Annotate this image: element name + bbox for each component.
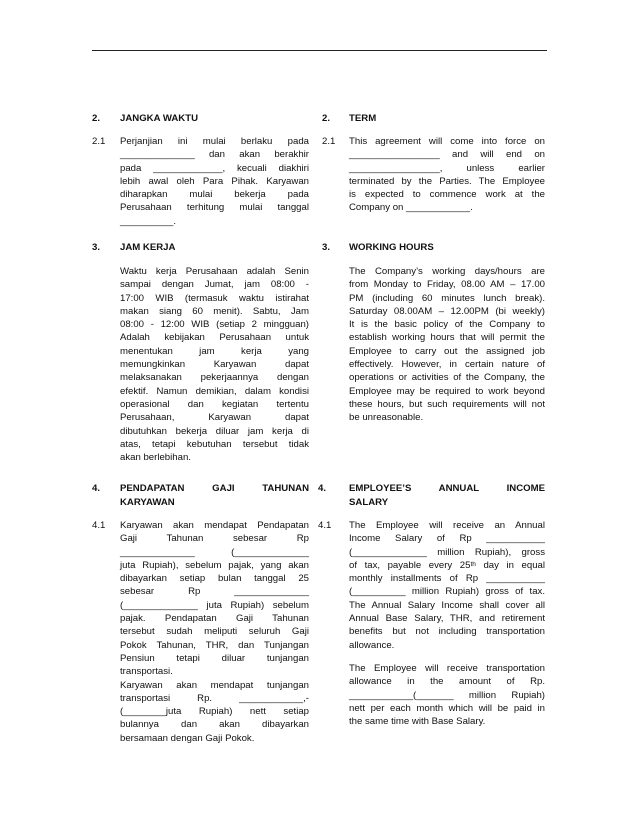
section-2-title-id: JANGKA WAKTU [120,113,198,124]
section-4-1-text-en-b [349,662,545,728]
text-line: efektif. Namun demikian, dalam kondisi [120,385,309,397]
section-2-1-text-en [349,135,545,215]
heading-line: PENDAPATAN GAJI TAHUNAN [120,483,309,494]
text-line: pajak. Pendapatan Gaji Tahunan [120,613,309,625]
section-4-1-text-en-a [349,519,545,652]
text-line: PM (including 60 minutes lunch break). [349,292,545,304]
text-line: atas, tetapi kebutuhan tersebut tidak [120,438,309,450]
text-line: memungkinkan Karyawan dapat [120,359,309,371]
section-2-1-text-id [120,135,309,228]
section-4-1-text-id [120,519,309,745]
text-line: The Employee will receive transportation [349,663,545,674]
text-line: ______________ dan akan berakhir [120,149,309,161]
section-3-number-en: 3. [322,242,331,253]
text-line: sebesar Rp ______________ [120,586,309,598]
superscript: th [470,560,476,568]
text-line: Pensiun tetapi diluar tunjangan [120,652,309,664]
text-line: bersamaan dengan Gaji Pokok. [120,732,255,744]
text-line: ____________(_______ million Rupiah) [349,689,545,701]
section-4-title-id [120,482,309,510]
text-line: Waktu kerja Perusahaan adalah Senin [120,266,309,277]
text-line: Adalah kebijakan Perusahaan untuk [120,332,309,344]
text-line: monthly installments of Rp ___________ [349,573,545,585]
text-line: (______________ juta Rupiah) sebelum [120,599,309,611]
text-line: __________. [120,215,177,227]
text-line: dibayarkan setiap bulan tanggal 25 [120,573,309,585]
text-line: Employee to carry out the assigned job [349,345,545,357]
section-3-text-en [349,265,545,425]
text-line: operations or activities of the Company, the [349,372,545,384]
text-line: Employee may be required to work beyond [349,385,545,397]
text-line: juta Rupiah), sebelum pajak, yang akan [120,559,309,571]
text-line: the same time with Base Salary. [349,716,486,728]
text-line: 08:00 - 12:00 WIB (setiap 2 mingguan) [120,319,309,331]
section-3-title-id: JAM KERJA [120,242,176,253]
heading-line: SALARY [349,497,389,508]
text-line: _________________ and will end on [349,149,545,161]
text-line: allowance in the amount of Rp. [349,676,545,688]
text-line: is expected to commence work at the [349,189,545,201]
heading-line: KARYAWAN [120,497,175,508]
section-4-1-number: 4.1 [92,520,106,531]
section-2-title-en: TERM [349,113,377,124]
text-line: Income Salary of Rp ___________ [349,533,545,545]
text-line: effectively. However, in certain nature of [349,359,545,371]
section-3-text-id [120,265,309,464]
text-line: Karyawan akan mendapat tunjangan [120,679,309,691]
text-line: be unreasonable. [349,412,424,424]
text-line: nett per each month which will be paid in [349,702,545,714]
text-line: diharapkan mulai bekerja pada [120,189,309,201]
header-rule [92,50,547,51]
text-line: Company on ____________. [349,202,473,214]
text-line: allowance. [349,639,395,651]
text-line: The Annual Salary Income shall cover all [349,599,545,611]
text-line: transportasi Rp. ____________,- [120,692,309,704]
text-line: It is the basic policy of the Company to [349,319,545,331]
text-line: Annual Base Salary, THR, and retirement [349,613,545,625]
text-line: sampai dengan Jumat, jam 08:00 - [120,279,309,291]
text-line: The Company’s working days/hours are [349,266,545,277]
section-4-number: 4. [92,483,101,494]
text-line: This agreement will come into force on [349,136,545,147]
section-3-title-en: WORKING HOURS [349,242,434,253]
text-line: akan berlebihan. [120,452,191,464]
text-line: Gaji Tahunan sebesar Rp [120,533,309,545]
text-line: benefits but not including transportation [349,626,545,638]
text-line: these hours, but such requirements will not [349,398,545,410]
section-2-1-number: 2.1 [92,136,106,147]
text-line: melaksanakan pekerjaannya dengan [120,372,309,384]
text-line: transportasi. [120,666,173,678]
section-4-1-number-en: 4.1 [318,520,332,531]
text-line: operasional dan kegiatan tertentu [120,398,309,410]
heading-line: EMPLOYEE’S ANNUAL INCOME [349,483,545,494]
section-3-number: 3. [92,242,101,253]
section-2-number: 2. [92,113,101,124]
text-line: from Monday to Friday, 08.00 AM – 17.00 [349,279,545,291]
text-line: (______________ million Rupiah), gross [349,546,545,558]
text-line: lebih awal oleh Para Pihak. Karyawan [120,175,309,187]
section-4-number-en: 4. [318,483,327,494]
text-line: _________________, unless earlier [349,162,545,174]
text-fragment: of tax, payable every 25 [349,559,471,571]
section-2-number-en: 2. [322,113,331,124]
text-fragment: day in equal [475,559,545,571]
text-line: bulannya dan akan dibayarkan [120,719,309,731]
text-line: (________juta Rupiah) nett setiap [120,706,309,718]
text-line: pada _____________, kecuali diakhiri [120,162,309,174]
text-line: Saturday 08.00AM – 12.00PM (bi weekly) [349,305,545,317]
text-line: Perusahaan terhitung mulai tanggal [120,202,309,214]
text-line: tersebut sudah meliputi seluruh Gaji [120,626,309,638]
text-line [349,559,545,572]
section-4-title-en [349,482,545,510]
text-line: terminated by the Parties. The Employee [349,175,545,187]
text-line: The Employee will receive an Annual [349,520,545,531]
text-line: Karyawan akan mendapat Pendapatan [120,520,309,531]
section-2-1-number-en: 2.1 [322,136,336,147]
text-line: establish working hours that will permit the [349,332,545,344]
text-line: dibutuhkan bekerja diluar jam kerja di [120,425,309,437]
text-line: makan siang 60 menit). Sabtu, Jam [120,305,309,317]
text-line: 17:00 WIB (termasuk waktu istirahat [120,292,309,304]
text-line: Perusahaan, Karyawan dapat [120,412,309,424]
text-line: Pokok Tahunan, THR, dan Tunjangan [120,639,309,651]
text-line: Perjanjian ini mulai berlaku pada [120,136,309,147]
text-line: (__________ million Rupiah) gross of tax. [349,586,545,598]
text-line: ______________ (______________ [120,546,309,558]
text-line: menentukan jam kerja yang [120,345,309,357]
